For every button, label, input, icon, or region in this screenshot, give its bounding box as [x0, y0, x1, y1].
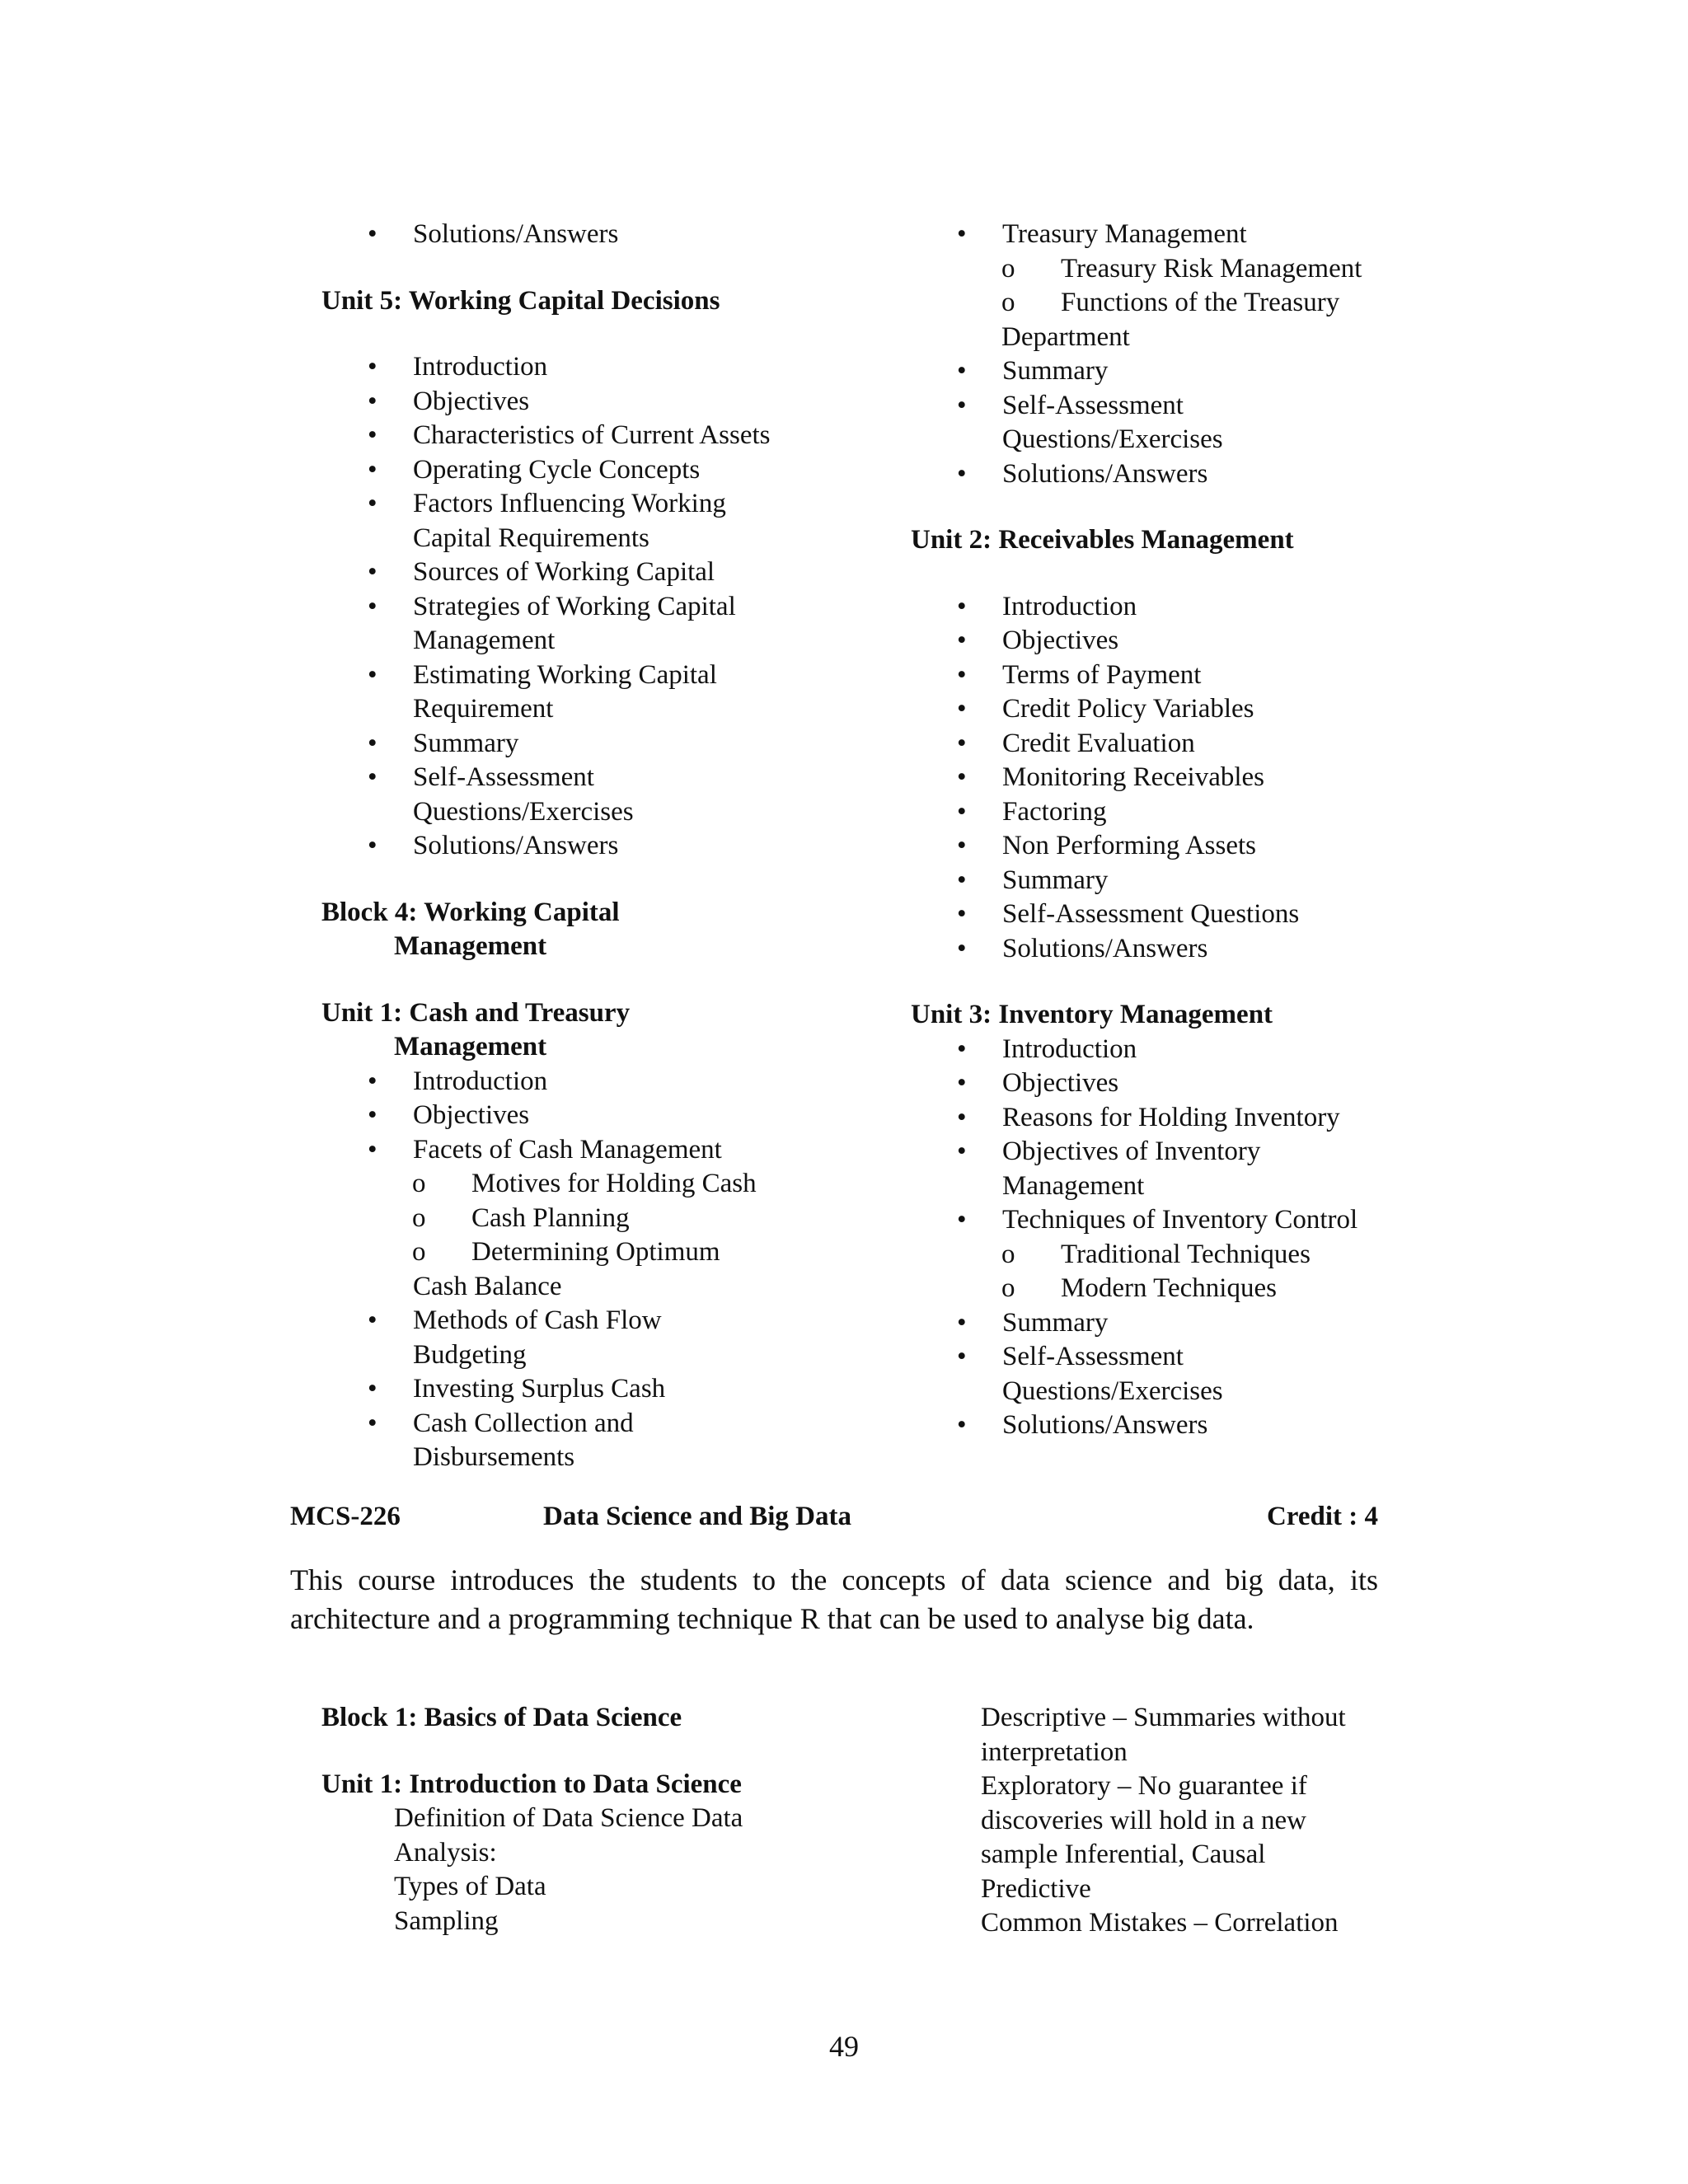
list-item: • Factoring	[911, 795, 1488, 830]
list-item: • Credit Evaluation	[911, 727, 1488, 762]
course-header	[290, 1502, 1378, 1538]
list-item-continuation: Management	[413, 626, 556, 655]
sub-list-item: o Traditional Techniques	[911, 1238, 1488, 1272]
list-item: • Investing Surplus Cash	[321, 1372, 865, 1407]
course-credit: Credit : 4	[1266, 1502, 1378, 1531]
list-item: • Treasury Management	[911, 218, 1488, 252]
sub-list-item: o Treasury Risk Management	[911, 252, 1488, 287]
topic-line: Common Mistakes – Correlation	[981, 1908, 1339, 1938]
unit3-heading: Unit 3: Inventory Management	[911, 1000, 1273, 1029]
topic-line: sample Inferential, Causal	[981, 1840, 1266, 1869]
list-item: • Reasons for Holding Inventory	[911, 1101, 1488, 1136]
topic-line: Sampling	[394, 1905, 499, 1936]
unit1-cash-heading	[321, 996, 865, 1065]
sub-list-item: o Motives for Holding Cash	[321, 1167, 865, 1202]
topic-line: Analysis:	[394, 1837, 497, 1868]
list-item: • Introduction	[911, 590, 1488, 625]
topic-line: Descriptive – Summaries without	[981, 1703, 1346, 1732]
list-item: • Objectives	[911, 624, 1488, 658]
list-item: • Objectives	[321, 385, 865, 419]
list-item: • Estimating Working Capital	[321, 658, 865, 693]
list-item-continuation: Department	[1001, 321, 1130, 352]
list-item: • Solutions/Answers	[911, 457, 1488, 492]
list-item: • Introduction	[911, 1033, 1488, 1067]
list-item-continuation: Requirement	[413, 694, 554, 724]
list-item-continuation: Questions/Exercises	[1002, 424, 1223, 454]
unit5-heading: Unit 5: Working Capital Decisions	[321, 285, 720, 316]
list-item: • Cash Collection and	[321, 1407, 865, 1441]
sub-list-item: o Functions of the Treasury	[911, 286, 1488, 321]
topic-line: Types of Data	[394, 1872, 546, 1901]
block4-heading	[321, 896, 865, 964]
list-item: • Non Performing Assets	[911, 829, 1488, 864]
list-item: • Solutions/Answers	[911, 1408, 1488, 1443]
list-item-continuation: Capital Requirements	[413, 523, 649, 553]
list-item-continuation: Questions/Exercises	[1002, 1376, 1223, 1406]
list-item: • Factors Influencing Working	[321, 487, 865, 522]
sub-list-item: o Determining Optimum	[321, 1235, 865, 1270]
page-number: 49	[829, 2030, 859, 2063]
topic-line: Exploratory – No guarantee if	[981, 1771, 1307, 1801]
topic-line: Predictive	[981, 1873, 1091, 1904]
block4-heading-line1: Block 4: Working Capital	[321, 897, 620, 927]
left-column-top	[321, 218, 865, 1475]
list-item: • Operating Cycle Concepts	[321, 453, 865, 488]
right-column-top	[911, 218, 1488, 1443]
list-item-continuation: Management	[1002, 1170, 1145, 1201]
list-item: • Objectives	[321, 1099, 865, 1133]
unit1-cash-heading-line1: Unit 1: Cash and Treasury	[321, 997, 631, 1028]
unit1-cash-heading-line2: Management	[394, 1032, 547, 1062]
list-item: • Self-Assessment	[321, 761, 865, 795]
list-item: • Terms of Payment	[911, 658, 1488, 693]
list-item: • Self-Assessment	[911, 1340, 1488, 1375]
list-item: • Objectives of Inventory	[911, 1135, 1488, 1169]
list-item: • Self-Assessment Questions	[911, 898, 1488, 932]
block1-heading: Block 1: Basics of Data Science	[321, 1703, 682, 1732]
list-item: • Solutions/Answers	[321, 829, 865, 864]
topic-line: discoveries will hold in a new	[981, 1805, 1307, 1835]
list-item: • Summary	[911, 1306, 1488, 1341]
list-item: • Summary	[321, 727, 865, 762]
list-item: • Monitoring Receivables	[911, 761, 1488, 795]
unit2-heading: Unit 2: Receivables Management	[911, 525, 1294, 555]
list-item: • Characteristics of Current Assets	[321, 419, 865, 453]
list-item: • Self-Assessment	[911, 389, 1488, 424]
list-item-continuation: Questions/Exercises	[413, 796, 634, 827]
course-code: MCS-226	[290, 1502, 401, 1531]
left-column-bottom	[321, 1701, 865, 1938]
list-item: • Introduction	[321, 350, 865, 385]
list-item: • Strategies of Working Capital	[321, 590, 865, 625]
list-item-continuation: Budgeting	[413, 1339, 527, 1370]
block4-heading-line2: Management	[394, 931, 547, 961]
list-item: • Introduction	[321, 1065, 865, 1099]
list-item: • Solutions/Answers	[321, 218, 865, 252]
topic-line: interpretation	[981, 1736, 1128, 1767]
list-item: • Techniques of Inventory Control	[911, 1203, 1488, 1238]
right-column-bottom	[981, 1701, 1475, 1941]
list-item-continuation: Cash Balance	[413, 1271, 562, 1301]
list-item: • Methods of Cash Flow	[321, 1304, 865, 1338]
list-item: • Summary	[911, 354, 1488, 389]
list-item: • Sources of Working Capital	[321, 555, 865, 590]
list-item: • Credit Policy Variables	[911, 692, 1488, 727]
list-item: • Solutions/Answers	[911, 932, 1488, 967]
course-title: Data Science and Big Data	[543, 1502, 851, 1531]
list-item: • Objectives	[911, 1066, 1488, 1101]
course-intro: This course introduces the students to the concepts of data science and big data, its architecture and a programming technique R that can be used to analyse big data.	[290, 1563, 1378, 1635]
unit1-data-science-heading: Unit 1: Introduction to Data Science	[321, 1769, 742, 1799]
topic-line: Definition of Data Science Data	[394, 1803, 743, 1833]
list-item: • Summary	[911, 864, 1488, 898]
list-item: • Facets of Cash Management	[321, 1133, 865, 1168]
sub-list-item: o Modern Techniques	[911, 1272, 1488, 1306]
list-item-continuation: Disbursements	[413, 1442, 575, 1472]
sub-list-item: o Cash Planning	[321, 1202, 865, 1236]
